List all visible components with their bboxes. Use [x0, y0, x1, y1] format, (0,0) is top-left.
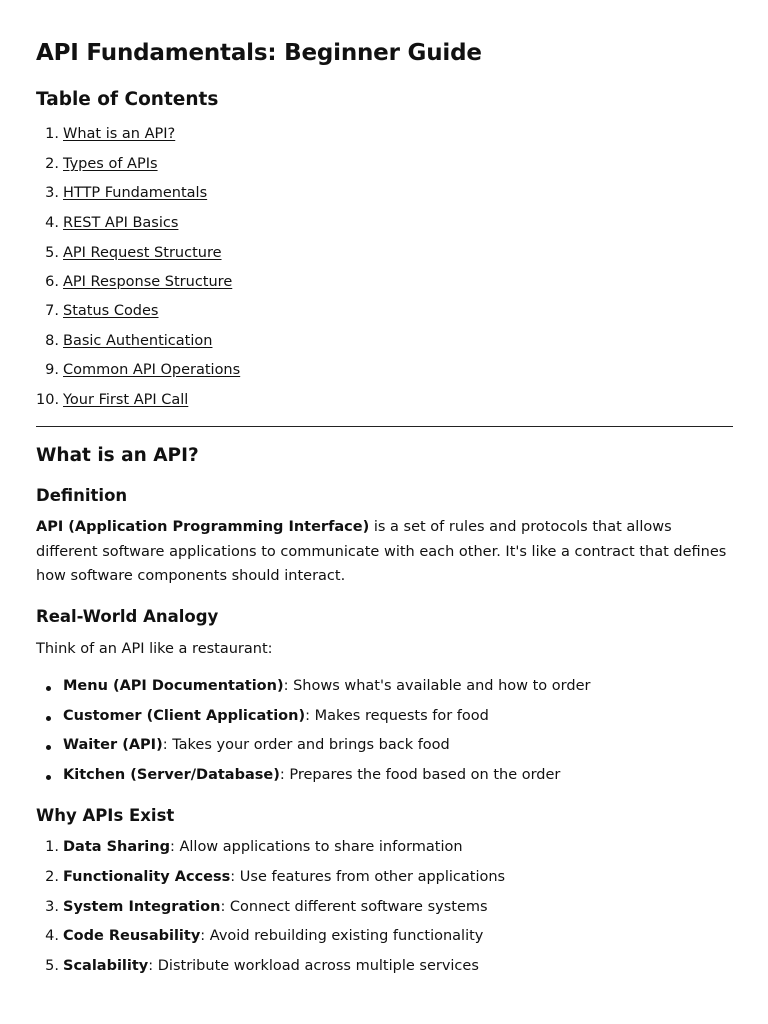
toc-link-api-response-structure[interactable]: API Response Structure	[63, 274, 233, 290]
list-item: 1. Data Sharing: Allow applications to share information	[45, 839, 463, 855]
analogy-heading: Real-World Analogy	[36, 607, 219, 626]
toc-item: 10. Your First API Call	[36, 392, 189, 408]
toc-link-api-request-structure[interactable]: API Request Structure	[63, 245, 222, 261]
list-item: Waiter (API): Takes your order and brings back food	[63, 737, 450, 753]
definition-text: is a set of rules and protocols that allows different software applications to communicate with each other. It's like a contract that defines how software components should interact.	[36, 519, 727, 584]
toc-item: 8. Basic Authentication	[45, 333, 213, 349]
toc-heading: Table of Contents	[36, 89, 219, 110]
toc-item: 1. What is an API?	[45, 126, 176, 142]
toc-link-your-first-api-call[interactable]: Your First API Call	[63, 392, 189, 408]
toc-link-basic-authentication[interactable]: Basic Authentication	[63, 333, 213, 349]
toc-link-what-is-an-api[interactable]: What is an API?	[63, 126, 176, 142]
page-title: API Fundamentals: Beginner Guide	[36, 40, 482, 66]
list-item: Customer (Client Application): Makes requests for food	[63, 708, 489, 724]
toc-item: 4. REST API Basics	[45, 215, 179, 231]
toc-link-types-of-apis[interactable]: Types of APIs	[63, 156, 158, 172]
toc-item: 6. API Response Structure	[45, 274, 233, 290]
definition-term: API (Application Programming Interface)	[36, 519, 370, 535]
section-heading: What is an API?	[36, 445, 199, 466]
toc-link-http-fundamentals[interactable]: HTTP Fundamentals	[63, 185, 208, 201]
toc-item: 5. API Request Structure	[45, 245, 222, 261]
list-item: Kitchen (Server/Database): Prepares the food based on the order	[63, 767, 561, 783]
list-item: 4. Code Reusability: Avoid rebuilding existing functionality	[45, 928, 484, 944]
analogy-intro: Think of an API like a restaurant:	[36, 641, 273, 657]
toc-item: 7. Status Codes	[45, 303, 159, 319]
list-item: Menu (API Documentation): Shows what's available and how to order	[63, 678, 591, 694]
toc-link-rest-api-basics[interactable]: REST API Basics	[63, 215, 179, 231]
definition-heading: Definition	[36, 486, 128, 505]
toc-link-status-codes[interactable]: Status Codes	[63, 303, 159, 319]
toc-item: 9. Common API Operations	[45, 362, 241, 378]
list-item: 2. Functionality Access: Use features from other applications	[45, 869, 506, 885]
toc-item: 2. Types of APIs	[45, 156, 158, 172]
toc-item: 3. HTTP Fundamentals	[45, 185, 208, 201]
toc-link-common-api-operations[interactable]: Common API Operations	[63, 362, 241, 378]
list-item: 5. Scalability: Distribute workload across multiple services	[45, 958, 479, 974]
definition-paragraph	[36, 515, 733, 589]
why-heading: Why APIs Exist	[36, 806, 175, 825]
list-item: 3. System Integration: Connect different software systems	[45, 899, 488, 915]
section-divider	[36, 426, 733, 427]
